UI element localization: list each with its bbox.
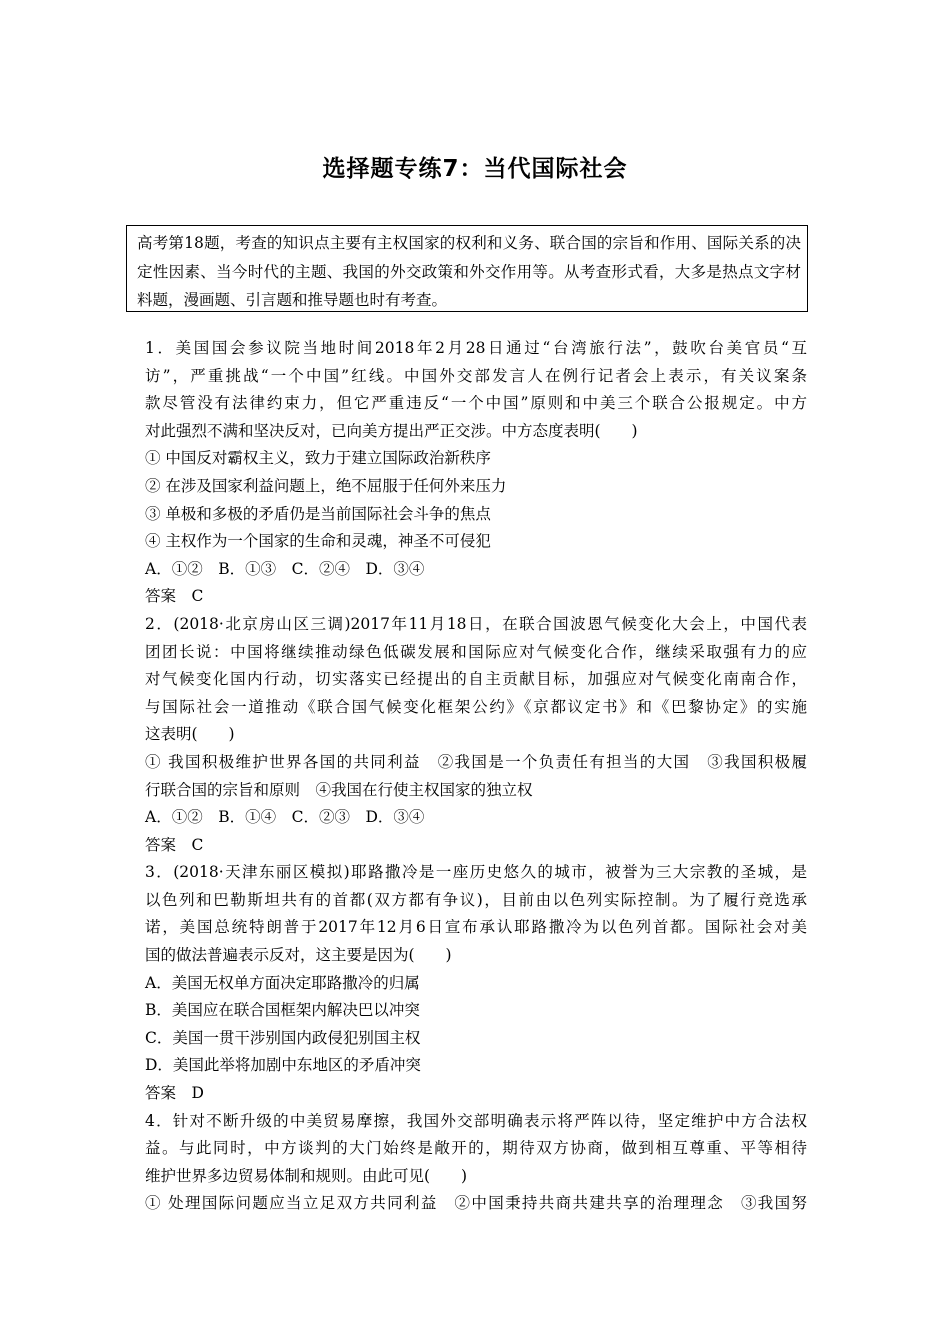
statement-item: ① 我国积极维护世界各国的共同利益 ②我国是一个负责任有担当的大国 ③我国积极履 xyxy=(145,752,807,771)
answer-key: 答案 C xyxy=(145,587,204,606)
statement-item: 行联合国的宗旨和原则 ④我国在行使主权国家的独立权 xyxy=(145,780,533,799)
statement-item: ① 处理国际问题应当立足双方共同利益 ②中国秉持共商共建共享的治理理念 ③我国努 xyxy=(145,1194,807,1213)
question-text-line: 这表明( ) xyxy=(145,725,235,744)
question-4 xyxy=(145,1108,807,1218)
answer-key: 答案 C xyxy=(145,835,204,854)
question-text-line: 益。与此同时，中方谈判的大门始终是敞开的，期待双方协商，做到相互尊重、平等相待 xyxy=(145,1139,807,1158)
question-text-line: 2．(2018·北京房山区三调)2017年11月18日，在联合国波恩气候变化大会上，中国代表 xyxy=(145,614,807,633)
question-text-line: 与国际社会一道推动《联合国气候变化框架公约》《京都议定书》和《巴黎协定》的实施 xyxy=(145,697,807,716)
question-text-line: 国的做法普遍表示反对，这主要是因为( ) xyxy=(145,946,452,965)
question-text-line: 对此强烈不满和坚决反对，已向美方提出严正交涉。中方态度表明( ) xyxy=(145,421,638,440)
question-text-line: 维护世界多边贸易体制和规则。由此可见( ) xyxy=(145,1166,468,1185)
statement-item: ② 在涉及国家利益问题上，绝不屈服于任何外来压力 xyxy=(145,476,507,495)
statement-item: ③ 单极和多极的矛盾仍是当前国际社会斗争的焦点 xyxy=(145,504,491,523)
choice-item: B．美国应在联合国框架内解决巴以冲突 xyxy=(145,1001,420,1020)
answer-options: A．①② B．①④ C．②③ D．③④ xyxy=(145,808,425,827)
choice-item: A．美国无权单方面决定耶路撒冷的归属 xyxy=(145,973,420,992)
statement-item: ① 中国反对霸权主义，致力于建立国际政治新秩序 xyxy=(145,449,491,468)
question-text-line: 对气候变化国内行动，切实落实已经提出的自主贡献目标，加强应对气候变化南南合作， xyxy=(145,670,807,689)
question-text-line: 访”，严重挑战“一个中国”红线。中国外交部发言人在例行记者会上表示，有关议案条 xyxy=(145,366,807,385)
question-text-line: 以色列和巴勒斯坦共有的首都(双方都有争议)，目前由以色列实际控制。为了履行竞选承 xyxy=(145,890,807,909)
answer-options: A．①② B．①③ C．②④ D．③④ xyxy=(145,559,425,578)
page-title: 选择题专练7：当代国际社会 xyxy=(322,156,628,182)
intro-box: 高考第18题，考查的知识点主要有主权国家的权利和义务、联合国的宗旨和作用、国际关系的决定性因素、当今时代的主题、我国的外交政策和外交作用等。从考查形式看，大多是热点文字材料题，漫画题、引言题和推导题也时有考查。 xyxy=(126,225,808,312)
question-text-line: 款尽管没有法律约束力，但它严重违反“一个中国”原则和中美三个联合公报规定。中方 xyxy=(145,394,807,413)
statement-item: ④ 主权作为一个国家的生命和灵魂，神圣不可侵犯 xyxy=(145,532,491,551)
question-3 xyxy=(145,859,807,1107)
question-text-line: 团团长说：中国将继续推动绿色低碳发展和国际应对气候变化合作，继续采取强有力的应 xyxy=(145,642,807,661)
question-text-line: 4．针对不断升级的中美贸易摩擦，我国外交部明确表示将严阵以待，坚定维护中方合法权 xyxy=(145,1111,807,1130)
question-text-line: 诺，美国总统特朗普于2017年12月6日宣布承认耶路撒冷为以色列首都。国际社会对美 xyxy=(145,918,807,937)
question-2 xyxy=(145,611,807,859)
choice-item: D．美国此举将加剧中东地区的矛盾冲突 xyxy=(145,1056,421,1075)
question-1 xyxy=(145,335,807,611)
choice-item: C．美国一贯干涉别国内政侵犯别国主权 xyxy=(145,1028,421,1047)
question-text-line: 1．美国国会参议院当地时间2018年2月28日通过“台湾旅行法”，鼓吹台美官员“互 xyxy=(145,339,807,357)
question-list xyxy=(145,335,807,1218)
answer-key: 答案 D xyxy=(145,1084,204,1103)
question-text-line: 3．(2018·天津东丽区模拟)耶路撒冷是一座历史悠久的城市，被誉为三大宗教的圣城，是 xyxy=(145,863,807,882)
